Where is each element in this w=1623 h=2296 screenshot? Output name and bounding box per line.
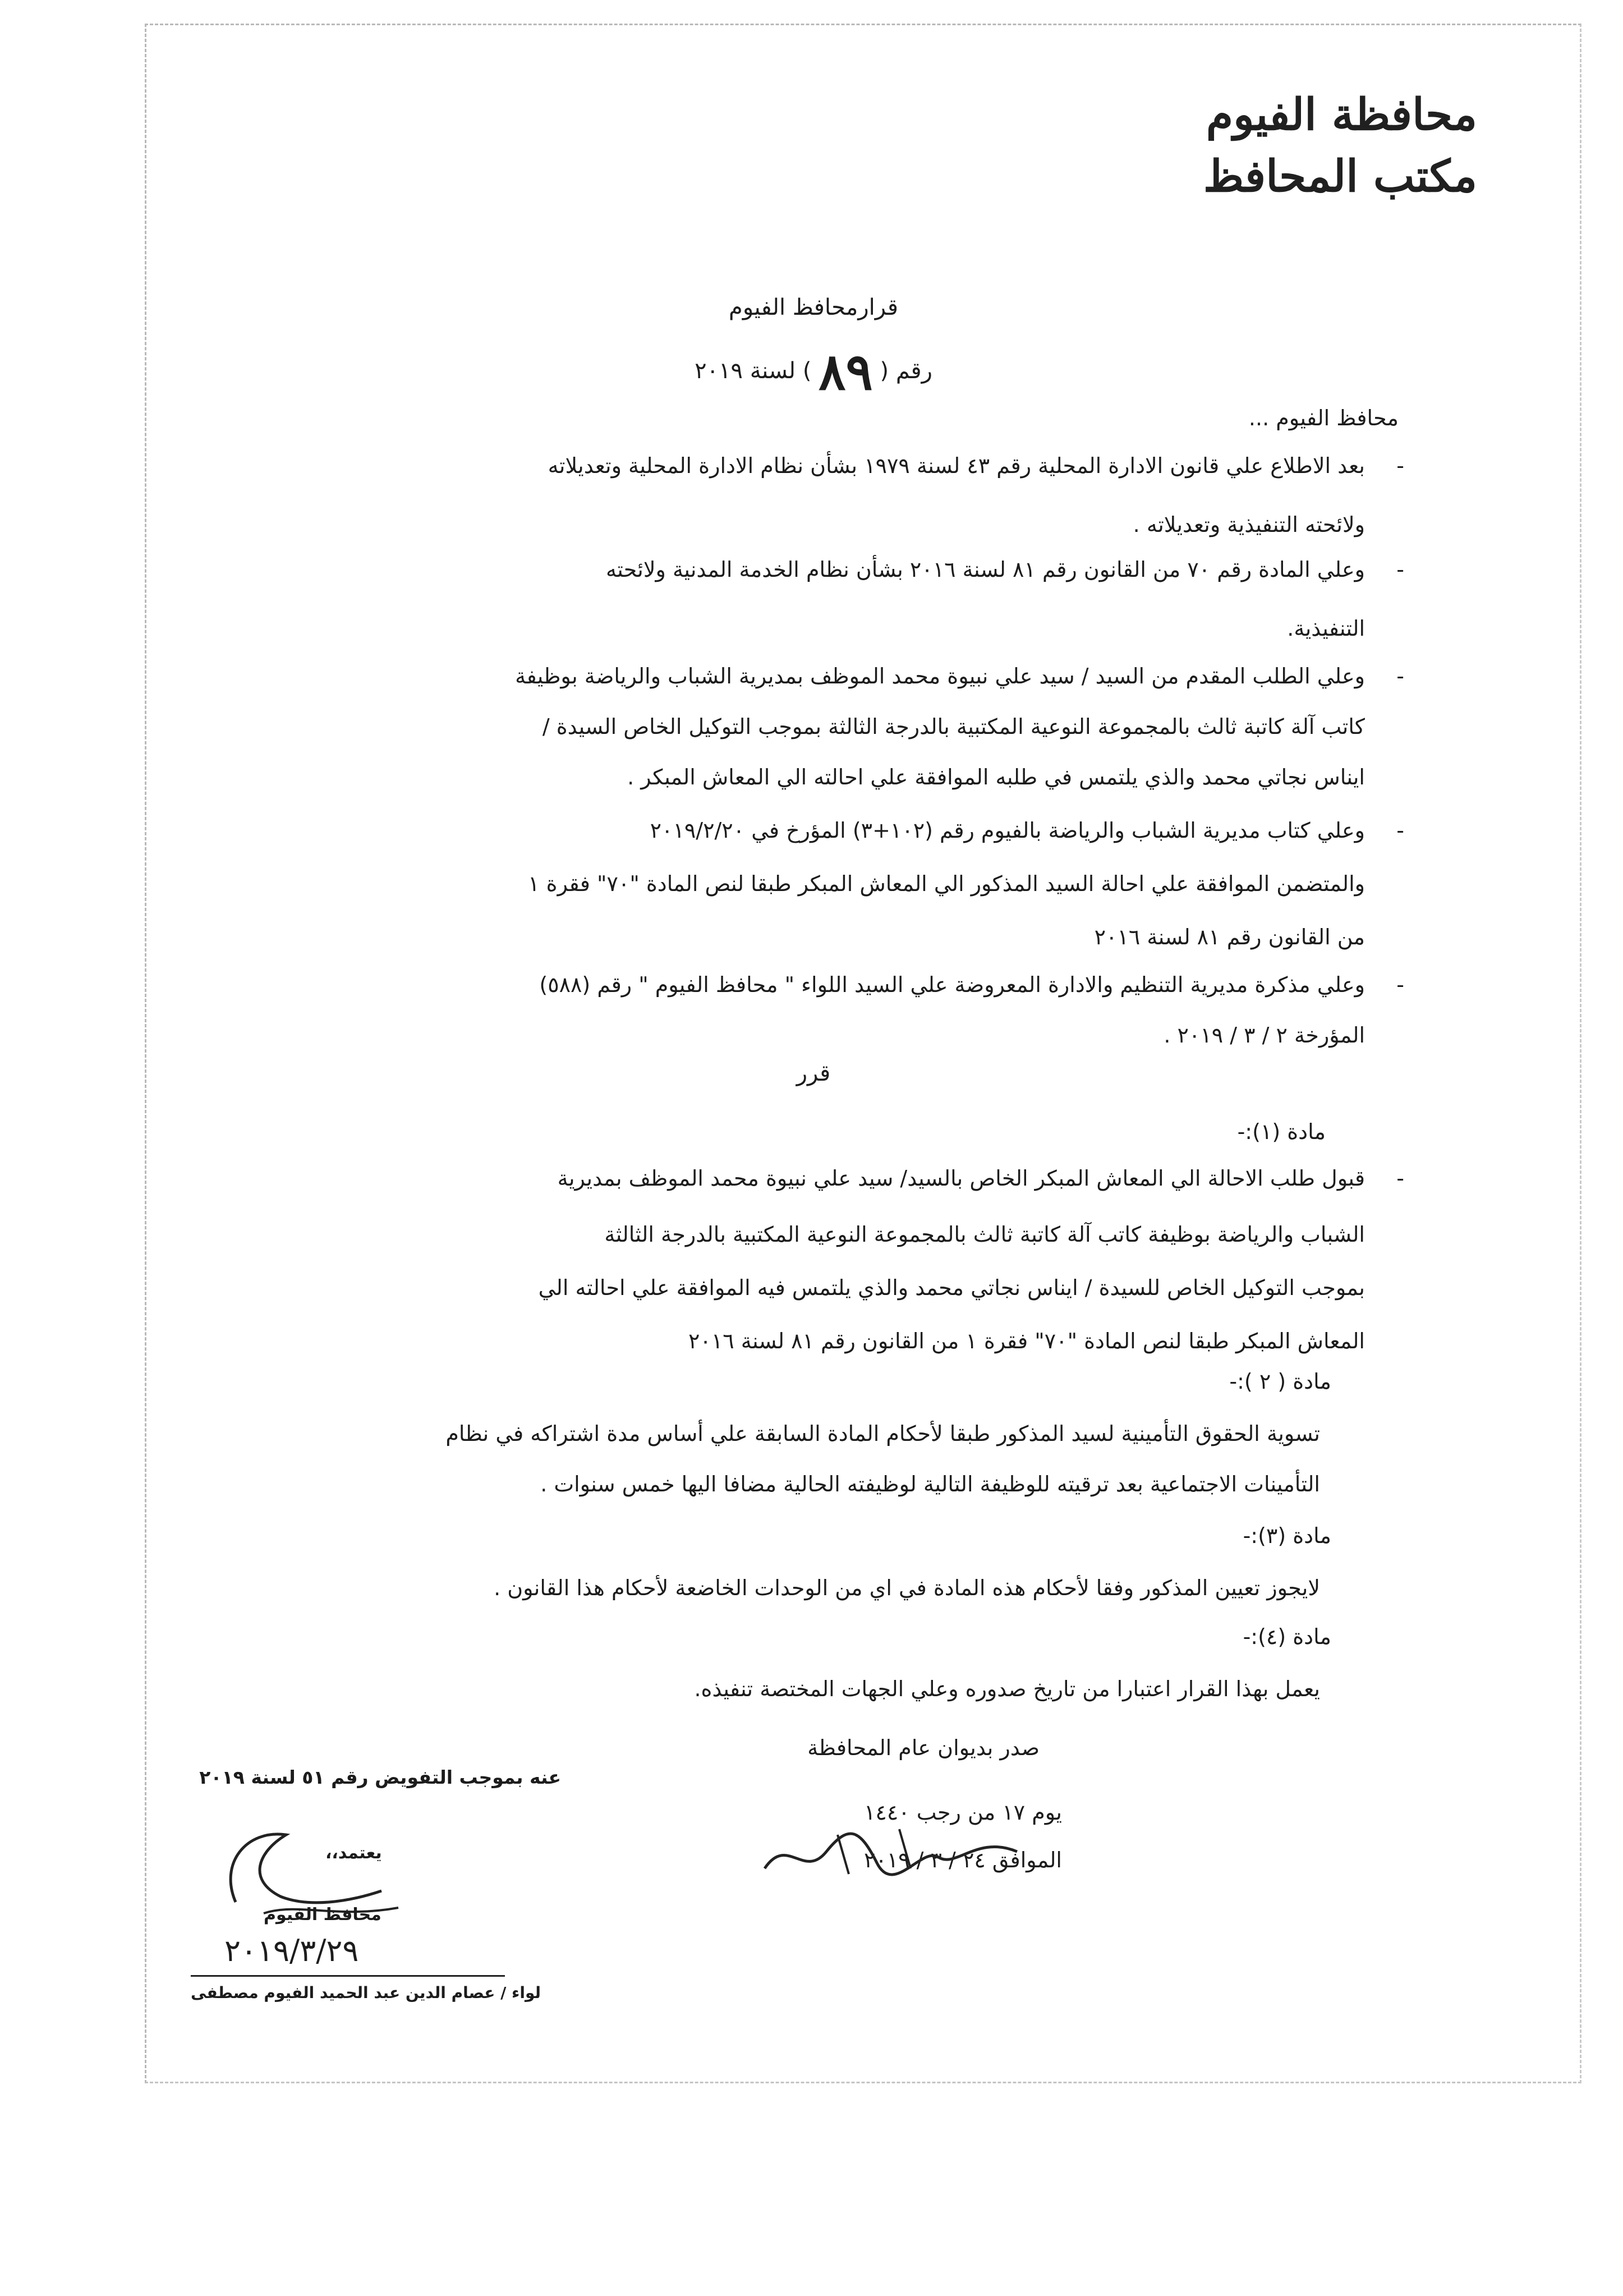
article-line: تسوية الحقوق التأمينية لسيد المذكور طبقا لأحكام المادة السابقة علي أساس مدة اشتراكه في نظام: [445, 1421, 1320, 1446]
decree-number: [505, 342, 1122, 402]
preamble-line: - بعد الاطلاع علي قانون الادارة المحلية رقم ٤٣ لسنة ١٩٧٩ بشأن نظام الادارة المحلية وتعديلاته: [254, 449, 1365, 483]
delegation-note: عنه بموجب التفويض رقم ٥١ لسنة ٢٠١٩: [199, 1766, 561, 1788]
preamble-line: والمتضمن الموافقة علي احالة السيد المذكور الي المعاش المبكر طبقا لنص المادة "٧٠" فقرة ١: [528, 871, 1365, 896]
preamble-line: - وعلي الطلب المقدم من السيد / سيد علي نبيوة محمد الموظف بمديرية الشباب والرياضة بوظيفة: [254, 659, 1365, 693]
preamble-line: - وعلي كتاب مديرية الشباب والرياضة بالفيوم رقم (١٠٢+٣) المؤرخ في ٢٠١٩/٢/٢٠: [254, 814, 1365, 847]
preamble-line: - وعلي مذكرة مديرية التنظيم والادارة المعروضة علي السيد اللواء " محافظ الفيوم " رقم (٥٨٨): [254, 968, 1365, 1002]
right-signature: [753, 1812, 1034, 1891]
article-line: المعاش المبكر طبقا لنص المادة "٧٠" فقرة ١ من القانون رقم ٨١ لسنة ٢٠١٦: [688, 1329, 1365, 1353]
preamble-line: المؤرخة ٢ / ٣ / ٢٠١٩ .: [1164, 1023, 1365, 1048]
signatory-name: لواء / عصام الدين عبد الحميد الفيوم مصطفى: [191, 1983, 541, 2002]
signature-scribble-icon: [753, 1812, 1034, 1891]
decree-number-handwritten: ٨٩: [819, 342, 873, 402]
decree-number-prefix: رقم (: [880, 358, 932, 384]
article-label: مادة ( ٢ ):-: [1229, 1369, 1331, 1394]
article-line: بموجب التوكيل الخاص للسيدة / ايناس نجاتي محمد والذي يلتمس فيه الموافقة علي احالته الي: [538, 1275, 1365, 1300]
preamble-line: ولائحته التنفيذية وتعديلاته .: [1133, 512, 1365, 537]
approved-word: يعتمد،،: [325, 1843, 382, 1863]
letterhead-office: مكتب المحافظ: [1203, 151, 1477, 202]
preamble-line: ايناس نجاتي محمد والذي يلتمس في طلبه الموافقة علي احالته الي المعاش المبكر .: [627, 765, 1365, 789]
article-label: مادة (٤):-: [1243, 1624, 1331, 1649]
article-line: الشباب والرياضة بوظيفة كاتب آلة كاتبة ثالث بالمجموعة النوعية المكتبية بالدرجة الثالثة: [604, 1222, 1365, 1247]
preamble-line: - وعلي المادة رقم ٧٠ من القانون رقم ٨١ لسنة ٢٠١٦ بشأن نظام الخدمة المدنية ولائحته: [254, 553, 1365, 586]
decision-word: قرر: [796, 1060, 831, 1086]
article-label: مادة (١):-: [1237, 1119, 1326, 1144]
preamble-line: من القانون رقم ٨١ لسنة ٢٠١٦: [1094, 925, 1365, 949]
issued-line-3: الموافق ٢٤ / ٣ / ٢٠١٩: [863, 1848, 1062, 1872]
article-line: - قبول طلب الاحالة الي المعاش المبكر الخاص بالسيد/ سيد علي نبيوة محمد الموظف بمديرية: [254, 1161, 1365, 1195]
issued-line-2: يوم ١٧ من رجب ١٤٤٠: [864, 1800, 1062, 1825]
decree-heading: قرارمحافظ الفيوم: [729, 295, 898, 320]
preamble-line: كاتب آلة كاتبة ثالث بالمجموعة النوعية المكتبية بالدرجة الثالثة بموجب التوكيل الخاص السيدة /: [542, 714, 1365, 739]
governor-title: محافظ الفيوم: [264, 1905, 381, 1925]
issued-line-1: صدر بديوان عام المحافظة: [807, 1735, 1040, 1760]
signature-underline: [191, 1975, 505, 1977]
letterhead-governorate: محافظة الفيوم: [1206, 89, 1477, 140]
article-line: لايجوز تعيين المذكور وفقا لأحكام هذه المادة في اي من الوحدات الخاضعة لأحكام هذا القانون .: [494, 1576, 1320, 1600]
intro-line: محافظ الفيوم ...: [1248, 406, 1399, 430]
decree-number-suffix: ) لسنة ٢٠١٩: [695, 358, 812, 384]
article-line: يعمل بهذا القرار اعتبارا من تاريخ صدوره وعلي الجهات المختصة تنفيذه.: [694, 1677, 1320, 1701]
letterhead: [1084, 84, 1477, 208]
article-line: التأمينات الاجتماعية بعد ترقيته للوظيفة التالية لوظيفته الحالية مضافا اليها خمس سنوات .: [540, 1472, 1320, 1496]
approval-date: ٢٠١٩/٣/٢٩: [224, 1933, 359, 1968]
preamble-line: التنفيذية.: [1287, 616, 1365, 641]
article-label: مادة (٣):-: [1243, 1523, 1331, 1548]
